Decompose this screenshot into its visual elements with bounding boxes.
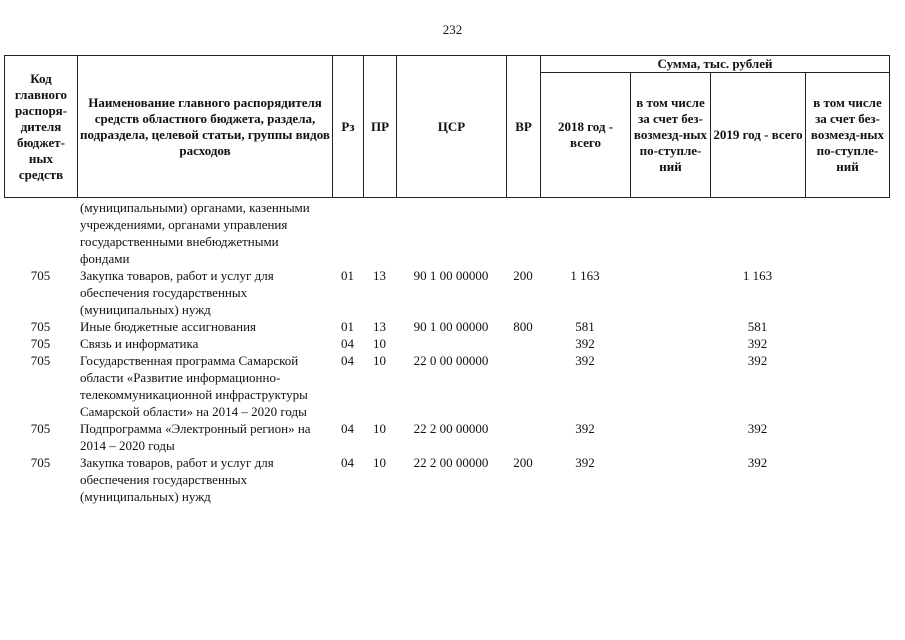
row-vr: 800 [513,319,533,334]
row-code: 705 [30,336,51,351]
budget-table-body [4,199,889,505]
row-2019-incl [805,267,889,318]
row-2019-incl [805,335,889,352]
row-2018-total: 392 [575,353,595,368]
table-row [4,267,889,318]
table-row [4,352,889,420]
table-row [4,420,889,454]
header-code: Код главного распоря-дителя бюджет-ных средств [5,56,78,198]
row-2018-incl [630,335,710,352]
row-vr [506,335,540,352]
row-name: Закупка товаров, работ и услуг для обеспечения государственных (муниципальных) нужд [80,268,274,317]
row-vr [506,420,540,454]
header-2019-incl: в том числе за счет без-возмезд-ных по-ступле-ний [806,73,890,198]
header-2019-total: 2019 год - всего [711,73,806,198]
row-2018-incl [630,420,710,454]
header-2018-incl: в том числе за счет без-возмезд-ных по-ступле-ний [631,73,711,198]
header-vr: ВР [507,56,541,198]
header-name: Наименование главного распорядителя средств областного бюджета, раздела, подраздела, целевой статьи, группы видов расходов [78,56,333,198]
header-2018-total: 2018 год - всего [541,73,631,198]
row-csr: 22 0 00 00000 [413,353,489,368]
row-2018-total: 392 [575,455,595,470]
row-csr: 22 2 00 00000 [413,455,489,470]
row-csr [396,335,506,352]
row-pr: 13 [373,319,386,334]
header-csr: ЦСР [397,56,507,198]
table-row [4,335,889,352]
header-rz: Рз [333,56,364,198]
row-2018-total: 581 [575,319,595,334]
row-pr: 10 [373,421,386,436]
row-csr: 22 2 00 00000 [413,421,489,436]
table-row [4,454,889,505]
row-code: 705 [30,353,51,368]
row-pr: 13 [373,268,386,283]
row-rz: 04 [341,336,354,351]
row-rz [332,199,363,267]
row-2019-total [710,199,805,267]
row-rz: 04 [341,421,354,436]
row-name: Государственная программа Самарской области «Развитие информационно-телекоммуникационной инфраструктуры Самарской области» на 2014 – 2020 годы [80,353,308,419]
table-row [4,318,889,335]
header-pr: ПР [364,56,397,198]
row-vr: 200 [513,455,533,470]
row-csr [396,199,506,267]
row-2018-incl [630,199,710,267]
row-code: 705 [30,421,51,436]
row-2018-incl [630,318,710,335]
table-header [4,55,890,198]
row-2018-incl [630,352,710,420]
row-2018-total [540,199,630,267]
row-2019-total: 392 [747,421,768,436]
row-rz: 01 [341,319,354,334]
row-name: Связь и информатика [80,336,199,351]
page-number: 232 [442,22,463,37]
row-2018-incl [630,454,710,505]
row-2019-incl [805,454,889,505]
row-csr: 90 1 00 00000 [413,268,489,283]
row-2019-incl [805,352,889,420]
row-name: (муниципальными) органами, казенными учреждениями, органами управления государственными внебюджетными фондами [80,200,310,266]
row-code: 705 [30,268,51,283]
row-name: Иные бюджетные ассигнования [80,319,257,334]
row-2018-total: 392 [575,421,595,436]
row-2019-total: 1 163 [742,268,773,283]
row-code: 705 [30,319,51,334]
row-rz: 04 [341,455,354,470]
row-code: 705 [30,455,51,470]
row-vr [506,199,540,267]
row-2019-total: 581 [747,319,768,334]
row-pr [363,199,396,267]
row-name: Закупка товаров, работ и услуг для обеспечения государственных (муниципальных) нужд [80,455,274,504]
row-name: Подпрограмма «Электронный регион» на 2014 – 2020 годы [80,421,311,453]
row-2019-total: 392 [747,455,768,470]
row-code [4,199,77,267]
row-pr: 10 [373,455,386,470]
row-vr [506,352,540,420]
header-sum: Сумма, тыс. рублей [541,56,890,73]
row-pr: 10 [373,353,386,368]
table-row [4,199,889,267]
row-rz: 04 [341,353,354,368]
row-rz: 01 [341,268,354,283]
row-2018-total: 1 163 [570,268,600,283]
row-2018-incl [630,267,710,318]
row-2019-total: 392 [747,336,768,351]
row-csr: 90 1 00 00000 [413,319,489,334]
row-2019-incl [805,318,889,335]
row-2019-incl [805,420,889,454]
row-vr: 200 [513,268,533,283]
row-2019-total: 392 [747,353,768,368]
row-2019-incl [805,199,889,267]
row-2018-total: 392 [575,336,595,351]
row-pr: 10 [373,336,386,351]
